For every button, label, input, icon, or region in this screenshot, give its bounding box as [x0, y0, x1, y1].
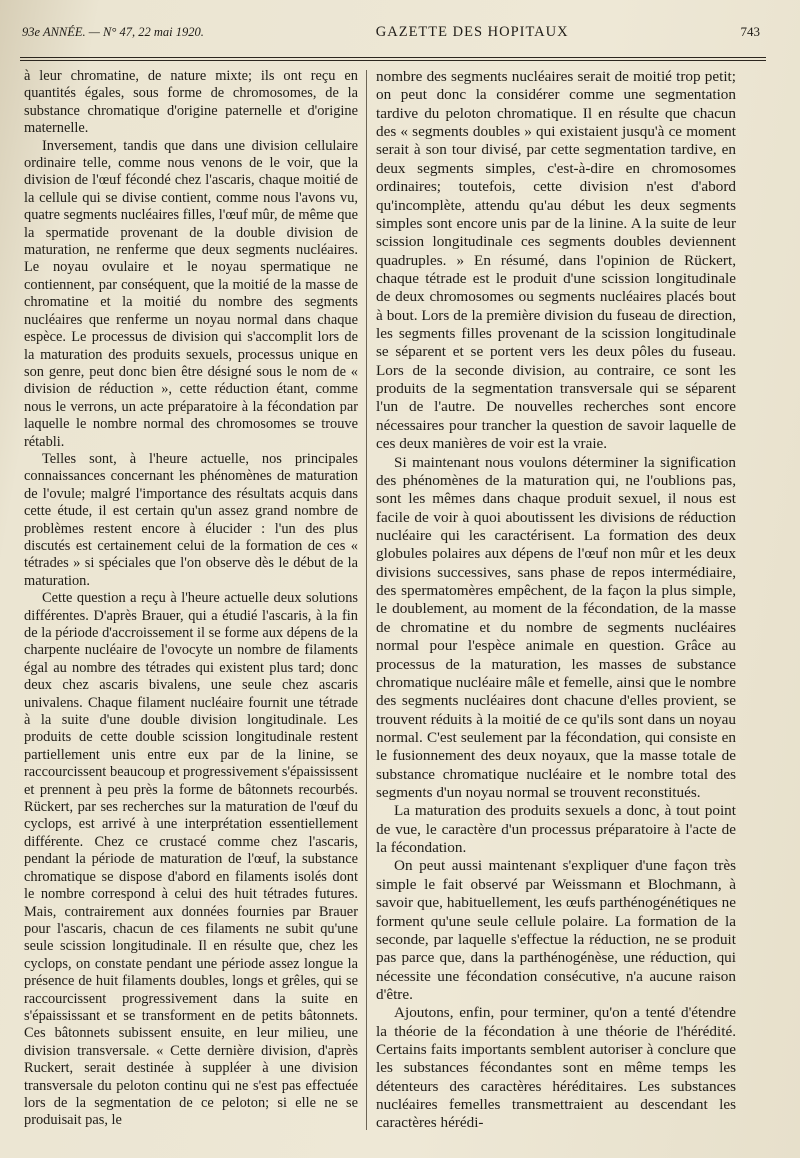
paragraph: à leur chromatine, de nature mixte; ils ont reçu en quantités égales, sous forme de chromosomes, de la substance chromatique d'origine paternelle et d'origine maternelle. [24, 68, 358, 137]
paragraph: nombre des segments nucléaires serait de moitié trop petit; on peut donc la considérer comme une segmentation tardive du peloton chromatique. Il en résulte que chacun des « segments doubles » qui existaient jusqu'à ce moment serait à son tour divisé, par cette segmentation tardive, en deux segments simples, c'est-à-dire en chromosomes ordinaires; toutefois, cette division n'est d'abord qu'incomplète, attendu qu'au début les deux segments simples sont encore unis par de la linine. A la suite de leur scission longitudinale ces segments doubles deviennent quadruples. » En résumé, dans l'opinion de Rückert, chaque tétrade est le produit d'une scission longitudinale de deux chromosomes ou segments nucléaires placés bout à bout. Lors de la première division du fuseau de direction, les segments filles provenant de la scission longitudinale se séparent et se portent vers les deux pôles du fuseau. Lors de la seconde division, au contraire, ce sont les produits de la segmentation transversale qui se séparent l'un de l'autre. De nouvelles recherches sont encore nécessaires pour trancher la question de savoir laquelle de ces deux manières de voir est la vraie. [376, 68, 736, 453]
paragraph: Telles sont, à l'heure actuelle, nos principales connaissances concernant les phénomènes de maturation de l'ovule; malgré l'importance des résultats acquis dans cette étude, il est certain qu'un assez grand nombre de problèmes restent encore à élucider : l'un des plus discutés est certainement celui de la formation de ces « tétrades » si spéciales que l'on observe dès le début de la maturation. [24, 450, 358, 589]
header-rule [20, 57, 766, 61]
paragraph: Cette question a reçu à l'heure actuelle deux solutions différentes. D'après Brauer, qui a étudié l'ascaris, à la fin de la période d'accroissement il se forme aux dépens de la charpente nucléaire de l'ovocyte un nombre de filaments égal au nombre des tétrades qui existent plus tard; donc deux chez ascaris bivalens, une seule chez ascaris univalens. Chaque filament nucléaire fournit une tétrade à la suite d'une double division longitudinale. Les produits de cette double scission longitudinale restent partiellement unis entre eux par de la linine, se raccourcissent beaucoup et progressivement s'épaississent et prennent à peu près la forme de bâtonnets recourbés. Rückert, par ses recherches sur la maturation de l'œuf du cyclops, est arrivé à une interprétation essentiellement différente. Chez ce crustacé comme chez l'ascaris, pendant la période de maturation de l'œuf, la substance chromatique se dispose d'abord en filaments isolés dont le nombre correspond à celui des huit tétrades futures. Mais, contrairement aux données fournies par Brauer pour l'ascaris, chacun de ces filaments ne subit qu'une seule scission longitudinale. Il en résulte que, chez les cyclops, on constate pendant une période assez longue la présence de huit filaments doubles, longs et grêles, qui se raccourcissent progressivement dans la suite en s'épaississant et se transforment en de petits bâtonnets. Ces bâtonnets subissent ensuite, en leur milieu, une division transversale. « Cette dernière division, d'après Ruckert, serait destinée à suppléer à une division transversale du peloton continu qui ne s'est pas effectuée lors de la segmentation de ce peloton; si elle ne se produisait pas, le [24, 590, 358, 1129]
publication-title: GAZETTE DES HOPITAUX [375, 24, 569, 40]
paragraph: La maturation des produits sexuels a donc, à tout point de vue, le caractère d'un processus préparatoire à l'acte de la fécondation. [376, 802, 736, 857]
right-column [376, 68, 736, 1133]
page-header [22, 24, 760, 52]
left-column [24, 68, 358, 1130]
paragraph: Inversement, tandis que dans une division cellulaire ordinaire telle, comme nous venons de le voir, que la division de l'œuf fécondé chez l'ascaris, chaque moitié de la cellule qui se divise contient, comme nous l'avons vu, quatre segments nucléaires filles, l'œuf mûr, de même que la spermatide provenant de la double division de maturation, ne renferme que deux segments nucléaires. Le noyau ovulaire et le noyau spermatique ne contiennent, par conséquent, que la moitié de la masse de chromatine et la moitié du nombre des segments nucléaires que renferme un noyau normal dans chaque espèce. Le processus de division qui s'accomplit lors de la maturation des produits sexuels, processus unique en son genre, peut donc bien être désigné sous le nom de « division de réduction », cette réduction étant, comme nous le verrons, un acte préparatoire à la fécondation par laquelle le nombre normal des chromosomes se trouve rétabli. [24, 137, 358, 450]
paragraph: Si maintenant nous voulons déterminer la signification des phénomènes de la maturation qui, ne l'oublions pas, sont les mêmes dans chaque produit sexuel, il nous est facile de voir à quoi aboutissent les divisions de réduction nucléaire qui les caractérisent. La formation des deux globules polaires aux dépens de l'œuf non mûr et les deux divisions successives, sans phase de repos intermédiaire, des spermatomères empêchent, de la façon la plus simple, le doublement, au moment de la fécondation, de la masse de chromatine et du nombre de segments nucléaires normal pour l'espèce animale en question. Grâce au processus de la maturation, les masses de substance chromatique nucléaire mâle et femelle, ainsi que le nombre des segments nucléaires dont chacune d'elles provient, se trouvent réduits à la moitié de ce qu'ils sont dans un noyau normal. C'est seulement par la fécondation, qui consiste en le fusionnement des deux noyaux, que la masse totale de substance chromatique nucléaire et le nombre total des segments d'un noyau normal se trouvent reconstitués. [376, 453, 736, 802]
column-divider [366, 70, 367, 1130]
issue-line: 93e ANNÉE. — N° 47, 22 mai 1920. [22, 25, 204, 39]
page-number: 743 [740, 24, 760, 39]
paragraph: Ajoutons, enfin, pour terminer, qu'on a tenté d'étendre la théorie de la fécondation à une théorie de l'hérédité. Certains faits importants semblent autoriser à conclure que les substances fécondantes sont en même temps les détenteurs des caractères héréditaires. Les substances nucléaires femelles transmettraient au descendant les caractères hérédi- [376, 1004, 736, 1132]
paragraph: On peut aussi maintenant s'expliquer d'une façon très simple le fait observé par Weissmann et Blochmann, à savoir que, habituellement, les œufs parthénogénétiques ne forment qu'une seule cellule polaire. La formation de la seconde, par laquelle s'effectue la réduction, ne se produit pas parce que, dans la parthénogénèse, une réduction, qui nécessite une fécondation consécutive, n'a aucune raison d'être. [376, 857, 736, 1003]
